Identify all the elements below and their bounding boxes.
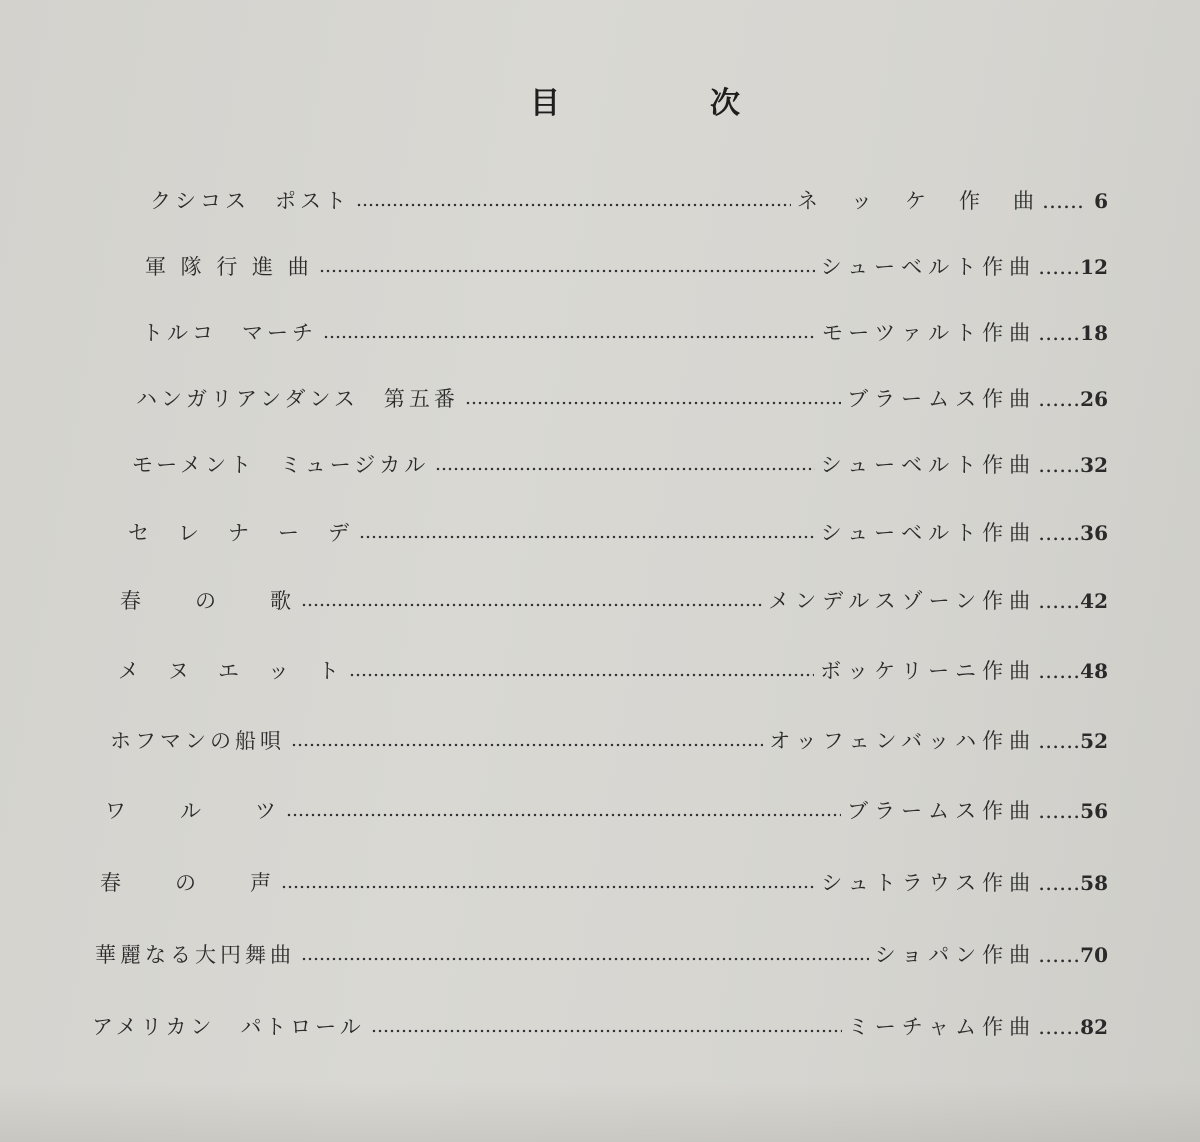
dot-leader [435, 467, 814, 471]
dot-leader-short: …… [1038, 729, 1081, 753]
toc-entry [136, 386, 1108, 412]
dot-leader [371, 1029, 842, 1033]
piece-title: セ レ ナ ー デ [128, 521, 353, 545]
page-number: 42 [1080, 589, 1108, 613]
toc-entry [92, 1014, 1108, 1040]
dot-leader [291, 743, 763, 747]
composer-credit: ブラームス作曲 [847, 799, 1037, 823]
dot-leader-short: …… [1038, 321, 1081, 345]
toc-entry [105, 798, 1108, 824]
composer-credit: ボッケリーニ作曲 [820, 659, 1037, 683]
toc-entry [110, 728, 1108, 754]
toc-entry [145, 254, 1108, 280]
piece-title: 華麗なる大円舞曲 [95, 943, 295, 967]
piece-title: ホフマンの船唄 [110, 729, 285, 753]
dot-leader-short: …… [1038, 589, 1081, 613]
dot-leader [319, 269, 815, 273]
title-char-right: 次 [710, 86, 740, 121]
page-number: 70 [1080, 943, 1108, 967]
piece-title: クシコス ポスト [150, 189, 350, 213]
page-number: 18 [1080, 321, 1108, 345]
piece-title: 春 の 歌 [120, 589, 295, 613]
dot-leader [359, 535, 815, 539]
page-number: 36 [1080, 521, 1108, 545]
piece-title: 軍 隊 行 進 曲 [145, 255, 313, 279]
composer-credit: ショパン作曲 [874, 943, 1037, 967]
dot-leader [349, 673, 814, 677]
toc-entry [100, 870, 1108, 896]
composer-credit: オッフェンバッハ作曲 [769, 729, 1037, 753]
dot-leader-short: …… [1038, 1015, 1081, 1039]
page-number: 48 [1080, 659, 1108, 683]
composer-credit: シューベルト作曲 [820, 255, 1037, 279]
toc-entry [128, 520, 1108, 546]
piece-title: ハンガリアンダンス 第五番 [136, 387, 459, 411]
dot-leader-short: …… [1038, 387, 1081, 411]
toc-entry [150, 188, 1108, 214]
title-char-left: 目 [530, 86, 560, 121]
dot-leader-short: …… [1038, 871, 1081, 895]
composer-credit: シュトラウス作曲 [821, 871, 1037, 895]
page-edge-shadow [0, 1082, 1200, 1142]
dot-leader [356, 203, 791, 207]
piece-title: モーメント ミュージカル [132, 453, 430, 477]
page-number: 82 [1080, 1015, 1108, 1039]
composer-credit: メンデルスゾーン作曲 [768, 589, 1037, 613]
page-number: 52 [1080, 729, 1108, 753]
composer-credit: ブラームス作曲 [847, 387, 1037, 411]
composer-credit: シューベルト作曲 [820, 521, 1037, 545]
toc-entry [118, 658, 1108, 684]
piece-title: ワ ル ツ [105, 799, 280, 823]
toc-entry [120, 588, 1108, 614]
piece-title: メ ヌ エ ッ ト [118, 659, 343, 683]
dot-leader-short: …… [1038, 521, 1081, 545]
dot-leader [286, 813, 841, 817]
dot-leader-short: …… [1038, 659, 1081, 683]
dot-leader-short: …… [1042, 189, 1084, 213]
piece-title: 春 の 声 [100, 871, 275, 895]
page-number: 56 [1080, 799, 1108, 823]
dot-leader-short: …… [1038, 453, 1081, 477]
page-number: 32 [1080, 453, 1108, 477]
dot-leader [323, 335, 816, 339]
composer-credit: ネ ッ ケ 作 曲 [797, 189, 1040, 213]
page-number: 6 [1094, 189, 1108, 213]
composer-credit: シューベルト作曲 [820, 453, 1037, 477]
dot-leader-short: …… [1038, 799, 1081, 823]
page-number: 12 [1080, 255, 1108, 279]
dot-leader-short: …… [1038, 943, 1081, 967]
page-number: 58 [1080, 871, 1108, 895]
piece-title: アメリカン パトロール [92, 1015, 365, 1039]
dot-leader [301, 603, 762, 607]
composer-credit: モーツァルト作曲 [822, 321, 1037, 345]
piece-title: トルコ マーチ [142, 321, 317, 345]
dot-leader [281, 885, 815, 889]
dot-leader [301, 957, 869, 961]
toc-entry [95, 942, 1108, 968]
toc-entry [132, 452, 1108, 478]
dot-leader-short: …… [1038, 255, 1081, 279]
dot-leader [465, 401, 841, 405]
page-number: 26 [1080, 387, 1108, 411]
toc-entry [142, 320, 1108, 346]
composer-credit: ミーチャム作曲 [847, 1015, 1037, 1039]
